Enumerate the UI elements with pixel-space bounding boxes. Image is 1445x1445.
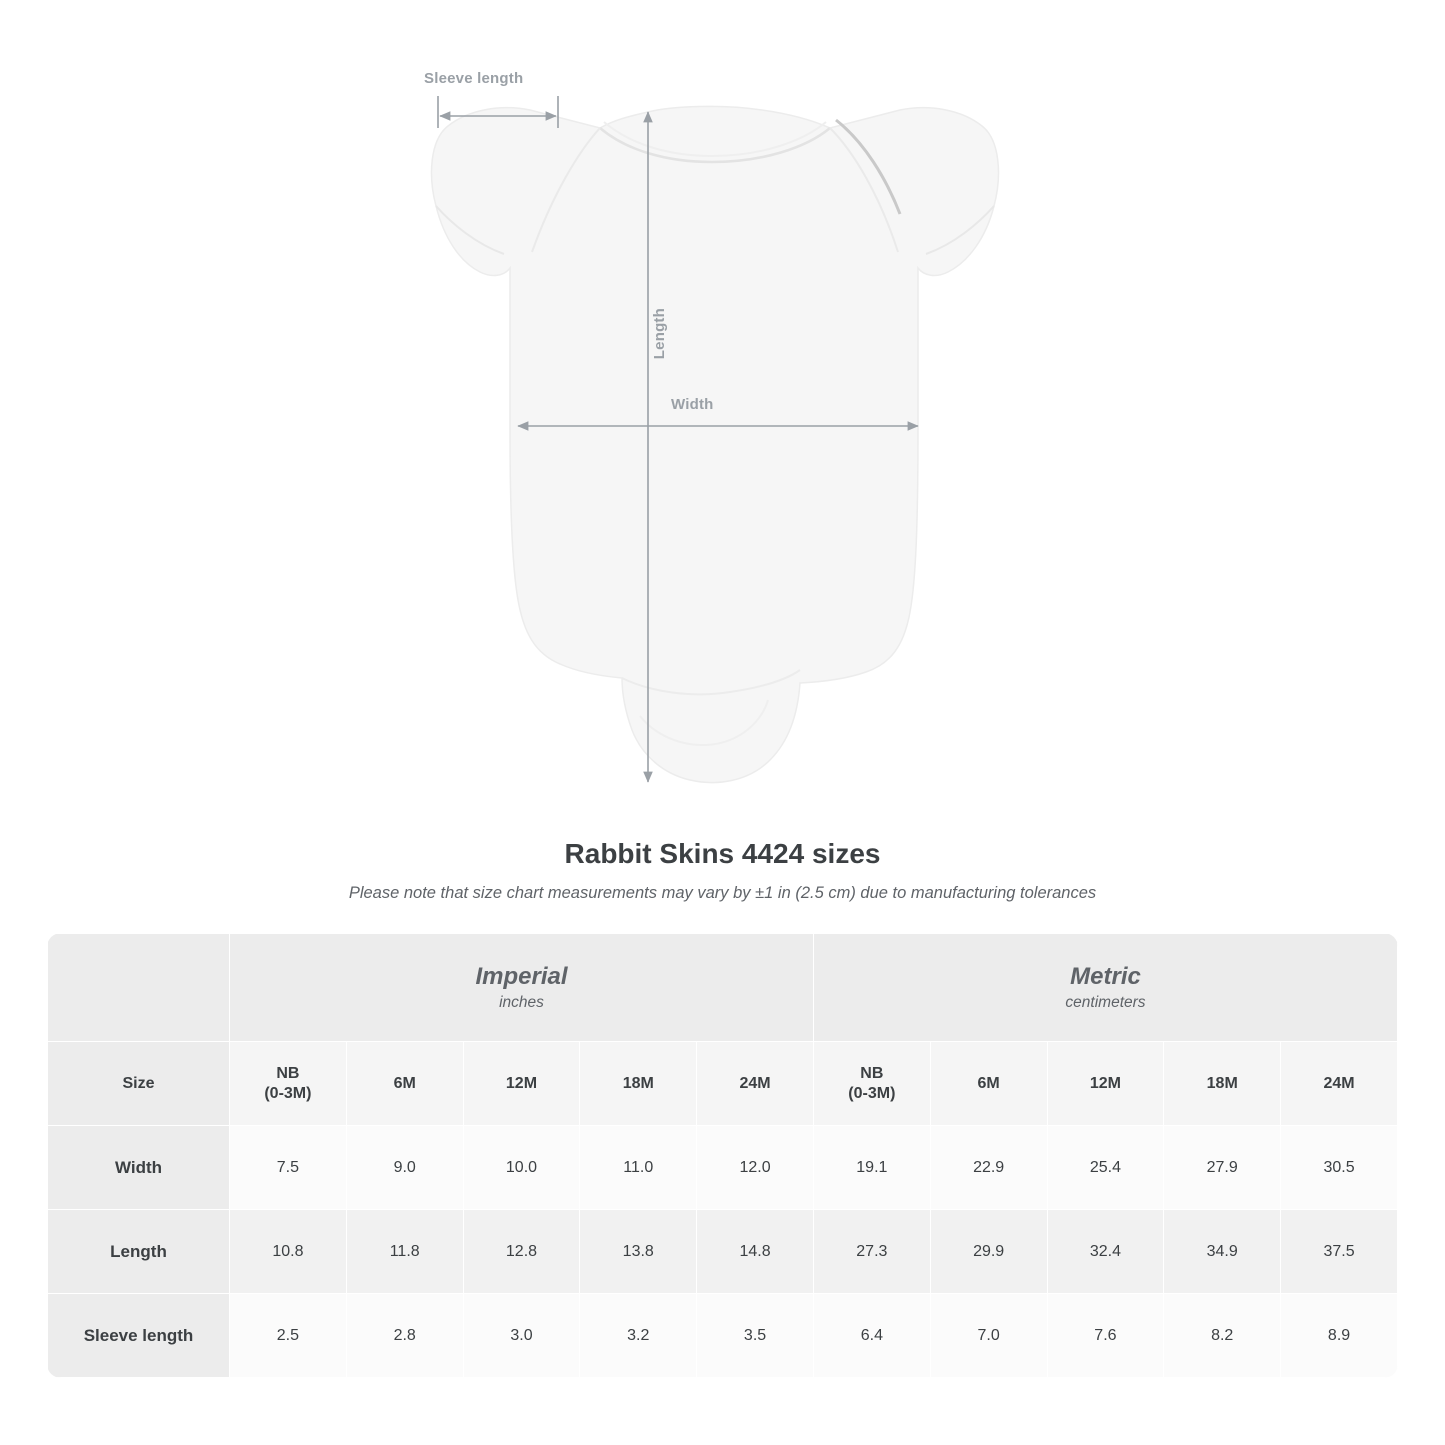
column-header-nb-imperial: [230, 1042, 347, 1126]
unit-group-row: [48, 934, 1398, 1042]
unit-group-imperial: [230, 934, 814, 1042]
column-header-6m-imperial: 6M: [346, 1042, 463, 1126]
cell-sleeve-6m-cm: 7.0: [930, 1294, 1047, 1378]
cell-width-6m-cm: 22.9: [930, 1126, 1047, 1210]
column-header-line1: NB: [276, 1064, 300, 1082]
column-header-18m-metric: 18M: [1164, 1042, 1281, 1126]
cell-width-nb-cm: 19.1: [813, 1126, 930, 1210]
cell-sleeve-nb-in: 2.5: [230, 1294, 347, 1378]
unit-group-metric-sub: centimeters: [1065, 994, 1146, 1012]
cell-length-nb-in: 10.8: [230, 1210, 347, 1294]
cell-sleeve-24m-cm: 8.9: [1281, 1294, 1398, 1378]
title-block: [0, 838, 1445, 903]
cell-width-nb-in: 7.5: [230, 1126, 347, 1210]
column-header-line2: (0-3M): [848, 1084, 896, 1102]
column-header-12m-metric: 12M: [1047, 1042, 1164, 1126]
cell-sleeve-18m-cm: 8.2: [1164, 1294, 1281, 1378]
cell-width-18m-cm: 27.9: [1164, 1126, 1281, 1210]
column-header-row: [48, 1042, 1398, 1126]
cell-length-12m-in: 12.8: [463, 1210, 580, 1294]
cell-width-24m-in: 12.0: [697, 1126, 814, 1210]
page-title: Rabbit Skins 4424 sizes: [564, 838, 881, 869]
cell-sleeve-24m-in: 3.5: [697, 1294, 814, 1378]
size-table-wrapper: [47, 933, 1398, 1378]
cell-length-24m-in: 14.8: [697, 1210, 814, 1294]
cell-width-6m-in: 9.0: [346, 1126, 463, 1210]
table-row: [48, 1294, 1398, 1378]
row-label-sleeve-length: Sleeve length: [48, 1294, 230, 1378]
cell-width-12m-cm: 25.4: [1047, 1126, 1164, 1210]
unit-group-metric-name: Metric: [1070, 962, 1141, 990]
unit-group-imperial-name: Imperial: [475, 962, 568, 990]
row-label-length: Length: [48, 1210, 230, 1294]
cell-length-24m-cm: 37.5: [1281, 1210, 1398, 1294]
column-header-12m-imperial: 12M: [463, 1042, 580, 1126]
column-header-24m-imperial: 24M: [697, 1042, 814, 1126]
cell-length-18m-in: 13.8: [580, 1210, 697, 1294]
column-header-line1: NB: [860, 1064, 884, 1082]
cell-width-12m-in: 10.0: [463, 1126, 580, 1210]
tolerance-note: Please note that size chart measurements may vary by ±1 in (2.5 cm) due to manufacturing tolerances: [348, 884, 1097, 902]
column-header-24m-metric: 24M: [1281, 1042, 1398, 1126]
column-header-6m-metric: 6M: [930, 1042, 1047, 1126]
cell-length-6m-cm: 29.9: [930, 1210, 1047, 1294]
column-header-line2: (0-3M): [264, 1084, 312, 1102]
bodysuit-shape: [432, 106, 999, 782]
row-label-width: Width: [48, 1126, 230, 1210]
table-row: [48, 1210, 1398, 1294]
cell-length-18m-cm: 34.9: [1164, 1210, 1281, 1294]
cell-length-nb-cm: 27.3: [813, 1210, 930, 1294]
cell-sleeve-18m-in: 3.2: [580, 1294, 697, 1378]
cell-sleeve-6m-in: 2.8: [346, 1294, 463, 1378]
width-label: Width: [671, 396, 714, 413]
unit-group-metric: [813, 934, 1397, 1042]
table-row: [48, 1126, 1398, 1210]
column-header-18m-imperial: 18M: [580, 1042, 697, 1126]
cell-length-12m-cm: 32.4: [1047, 1210, 1164, 1294]
length-label: Length: [651, 308, 668, 360]
unit-group-spacer: [48, 934, 230, 1042]
row-header-label: Size: [48, 1042, 230, 1126]
cell-sleeve-12m-cm: 7.6: [1047, 1294, 1164, 1378]
size-table: [47, 933, 1398, 1378]
cell-sleeve-nb-cm: 6.4: [813, 1294, 930, 1378]
column-header-nb-metric: [813, 1042, 930, 1126]
cell-width-18m-in: 11.0: [580, 1126, 697, 1210]
sleeve-length-label: Sleeve length: [424, 70, 524, 87]
unit-group-imperial-sub: inches: [499, 994, 544, 1012]
cell-sleeve-12m-in: 3.0: [463, 1294, 580, 1378]
cell-length-6m-in: 11.8: [346, 1210, 463, 1294]
cell-width-24m-cm: 30.5: [1281, 1126, 1398, 1210]
